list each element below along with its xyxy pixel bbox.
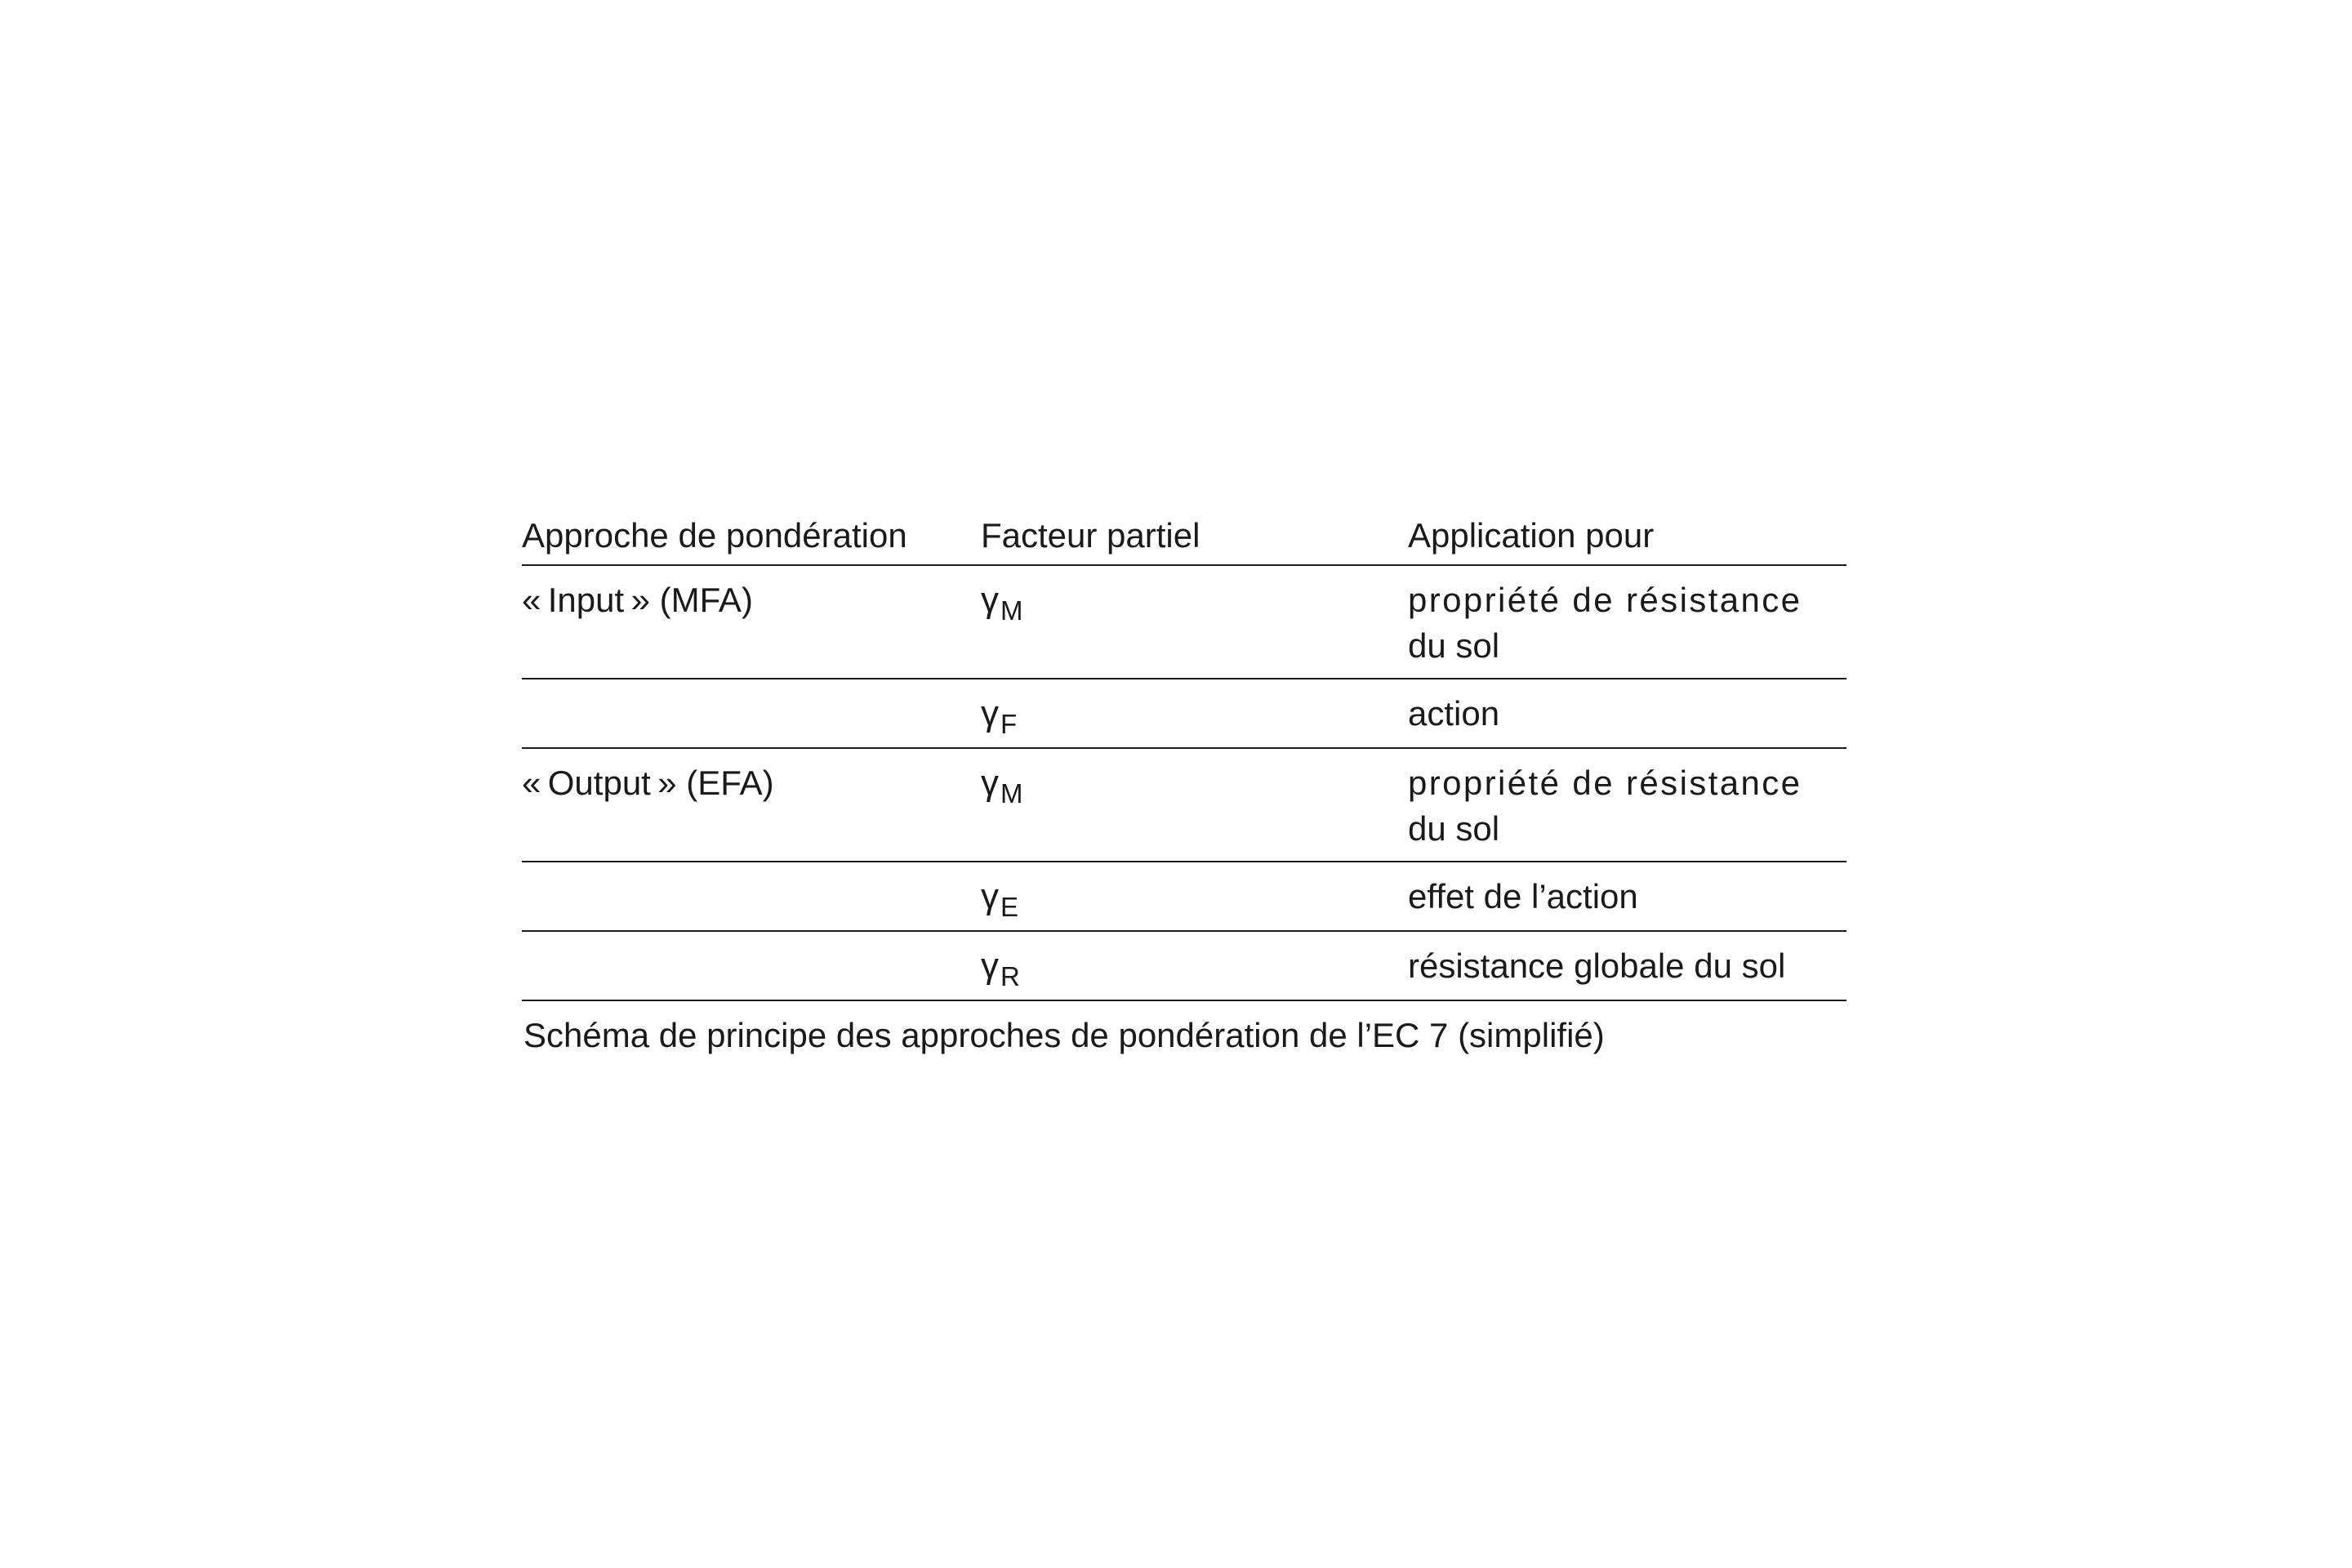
gamma-symbol: γ — [981, 693, 999, 733]
header-approach: Approche de pondération — [522, 516, 907, 555]
application-line-1: propriété de résistance — [1408, 764, 1802, 802]
gamma-subscript: M — [1000, 778, 1023, 808]
table-row — [522, 566, 1846, 679]
row-factor — [981, 577, 1023, 634]
row-factor — [981, 874, 1018, 930]
table-caption: Schéma de principe des approches de pondération de l’EC 7 (simplifié) — [523, 1016, 1605, 1054]
gamma-symbol: γ — [981, 946, 999, 986]
row-factor — [981, 943, 1020, 1000]
row-application — [1408, 760, 1802, 852]
application-line-2: du sol — [1408, 626, 1500, 665]
application-line-2: du sol — [1408, 809, 1500, 848]
table-header-row — [522, 503, 1846, 566]
gamma-symbol: γ — [981, 876, 999, 916]
gamma-subscript: E — [1000, 892, 1019, 922]
gamma-symbol: γ — [981, 580, 999, 620]
row-application: action — [1408, 694, 1500, 733]
gamma-subscript: M — [1000, 595, 1023, 626]
header-application: Application pour — [1408, 516, 1655, 555]
row-application — [1408, 577, 1802, 669]
gamma-subscript: F — [1000, 709, 1018, 739]
table-row — [522, 679, 1846, 749]
row-factor — [981, 760, 1023, 817]
table-row — [522, 932, 1846, 1001]
partial-factor-table — [522, 503, 1846, 1001]
header-factor: Facteur partiel — [981, 516, 1200, 555]
row-approach: « Output » (EFA) — [522, 764, 774, 802]
gamma-symbol: γ — [981, 763, 999, 803]
application-line-1: propriété de résistance — [1408, 581, 1802, 619]
row-application: effet de l’action — [1408, 877, 1638, 915]
table-row — [522, 749, 1846, 862]
gamma-subscript: R — [1000, 961, 1020, 991]
row-application: résistance globale du sol — [1408, 947, 1786, 985]
row-approach: « Input » (MFA) — [522, 581, 753, 619]
table-row — [522, 862, 1846, 932]
row-factor — [981, 691, 1017, 747]
